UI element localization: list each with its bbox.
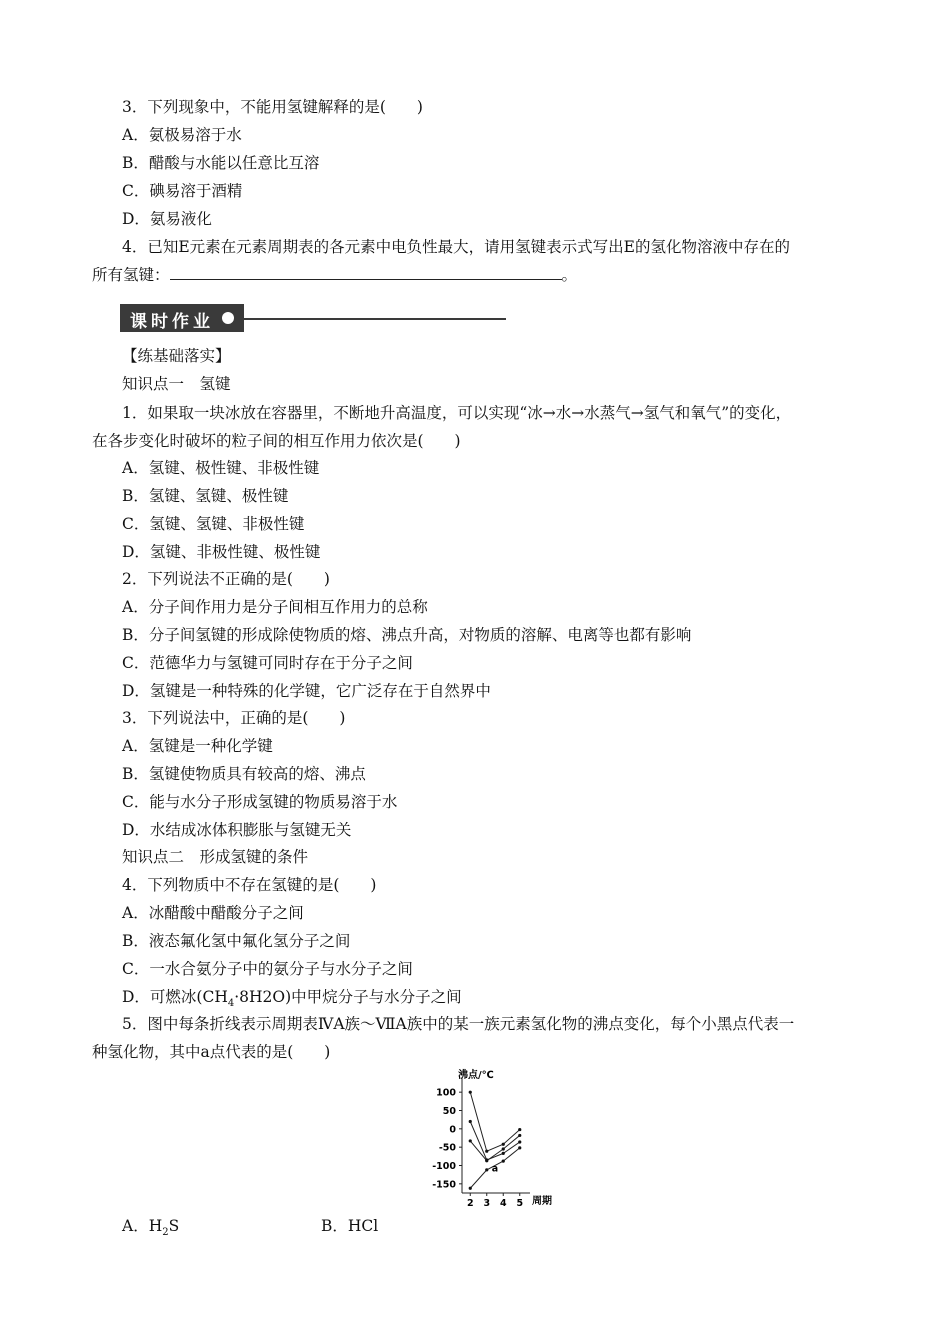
question-3-option-b: B．醋酸与水能以任意比互溶 bbox=[122, 154, 320, 172]
data-point bbox=[469, 1120, 472, 1123]
data-point bbox=[502, 1152, 505, 1155]
y-tick-label: -100 bbox=[432, 1161, 456, 1172]
section-heading: 【练基础落实】 bbox=[122, 347, 231, 365]
x-tick-label: 3 bbox=[483, 1198, 491, 1209]
chart-series bbox=[469, 1091, 522, 1190]
problem-3-option-b: B．氢键使物质具有较高的熔、沸点 bbox=[122, 765, 366, 783]
data-point bbox=[485, 1168, 488, 1171]
problem-3-option-c: C．能与水分子形成氢键的物质易溶于水 bbox=[122, 793, 398, 811]
answer-prefix: 所有氢键： bbox=[92, 266, 170, 284]
problem-3-stem: 3．下列说法中，正确的是( ) bbox=[122, 709, 346, 727]
x-tick-label: 5 bbox=[516, 1198, 524, 1209]
knowledge-point-2: 知识点二 形成氢键的条件 bbox=[122, 848, 309, 866]
data-point bbox=[502, 1143, 505, 1146]
y-axis-label: 沸点/℃ bbox=[458, 1070, 494, 1081]
x-axis-label: 周期 bbox=[532, 1196, 552, 1207]
question-4-answer-line bbox=[92, 265, 577, 285]
problem-4-option-b: B．液态氟化氢中氟化氢分子之间 bbox=[122, 932, 351, 950]
chart-axes bbox=[432, 1077, 530, 1209]
point-a-label: a bbox=[491, 1163, 499, 1175]
problem-2-option-c: C．范德华力与氢键可同时存在于分子之间 bbox=[122, 654, 413, 672]
problem-1-option-b: B．氢键、氢键、极性键 bbox=[122, 487, 289, 505]
option-d-text-start: D．可燃冰(CH bbox=[122, 988, 228, 1006]
question-3: 3．下列现象中，不能用氢键解释的是( ) bbox=[122, 98, 423, 116]
problem-3-option-d: D．水结成冰体积膨胀与氢键无关 bbox=[122, 821, 352, 839]
data-point bbox=[485, 1159, 488, 1162]
question-3-option-a: A．氨极易溶于水 bbox=[122, 126, 242, 144]
data-point bbox=[518, 1128, 521, 1131]
boiling-point-chart bbox=[420, 1065, 570, 1210]
data-point bbox=[469, 1187, 472, 1190]
option-d-subscript: 4 bbox=[227, 998, 235, 1010]
problem-5-stem-line1: 5．图中每条折线表示周期表ⅣA族～ⅦA族中的某一族元素氢化物的沸点变化，每个小黑点代表一 bbox=[122, 1015, 795, 1033]
option-d-text-end: ·8H2O)中甲烷分子与水分子之间 bbox=[234, 988, 462, 1006]
data-point bbox=[502, 1160, 505, 1163]
problem-1-stem-line1: 1．如果取一块冰放在容器里，不断地升高温度，可以实现“冰→水→水蒸气→氢气和氧气”的变化， bbox=[122, 404, 792, 422]
problem-5-stem-line2: 种氢化物，其中a点代表的是( ) bbox=[92, 1043, 331, 1061]
problem-2-option-a: A．分子间作用力是分子间相互作用力的总称 bbox=[122, 598, 428, 616]
problem-1-option-c: C．氢键、氢键、非极性键 bbox=[122, 515, 305, 533]
option-a-subscript: 2 bbox=[162, 1227, 169, 1239]
problem-2-option-d: D．氢键是一种特殊的化学键，它广泛存在于自然界中 bbox=[122, 682, 491, 700]
y-tick-label: 100 bbox=[436, 1087, 456, 1099]
question-4-stem: 4．已知E元素在元素周期表的各元素中电负性最大，请用氢键表示式写出E的氢化物溶液中存在的 bbox=[122, 238, 790, 256]
data-point bbox=[518, 1146, 521, 1149]
y-tick-label: 0 bbox=[449, 1124, 456, 1136]
problem-4-option-a: A．冰醋酸中醋酸分子之间 bbox=[122, 904, 304, 922]
data-point bbox=[518, 1140, 521, 1143]
x-tick-label: 2 bbox=[466, 1198, 474, 1209]
problem-4-option-c: C．一水合氨分子中的氨分子与水分子之间 bbox=[122, 960, 413, 978]
problem-5-option-b: B．HCl bbox=[321, 1217, 379, 1235]
data-point bbox=[502, 1147, 505, 1150]
data-point bbox=[469, 1091, 472, 1094]
y-tick-label: -150 bbox=[432, 1179, 456, 1191]
banner-rule bbox=[244, 318, 506, 320]
bullet-icon bbox=[222, 312, 234, 324]
series-line-1 bbox=[470, 1092, 520, 1151]
option-a-text-end: S bbox=[168, 1217, 180, 1235]
y-tick-label: 50 bbox=[442, 1106, 456, 1117]
answer-blank[interactable] bbox=[170, 265, 562, 280]
option-a-text-start: A．H bbox=[122, 1217, 163, 1235]
answer-suffix: 。 bbox=[561, 266, 578, 284]
x-tick-label: 4 bbox=[499, 1198, 507, 1209]
data-point bbox=[518, 1134, 521, 1137]
problem-1-option-d: D．氢键、非极性键、极性键 bbox=[122, 543, 321, 561]
problem-2-option-b: B．分子间氢键的形成除使物质的熔、沸点升高，对物质的溶解、电离等也都有影响 bbox=[122, 626, 692, 644]
banner-title: 课时作业 bbox=[130, 312, 214, 332]
problem-3-option-a: A．氢键是一种化学键 bbox=[122, 737, 273, 755]
question-3-option-c: C．碘易溶于酒精 bbox=[122, 182, 243, 200]
problem-1-option-a: A．氢键、极性键、非极性键 bbox=[122, 459, 320, 477]
data-point bbox=[469, 1139, 472, 1142]
problem-4-stem: 4．下列物质中不存在氢键的是( ) bbox=[122, 876, 377, 894]
question-3-option-d: D．氨易液化 bbox=[122, 210, 212, 228]
homework-banner bbox=[120, 304, 510, 332]
problem-5-option-a bbox=[122, 1216, 179, 1243]
problem-1-stem-line2: 在各步变化时破坏的粒子间的相互作用力依次是( ) bbox=[92, 432, 461, 450]
data-point bbox=[485, 1150, 488, 1153]
knowledge-point-1: 知识点一 氢键 bbox=[122, 375, 231, 393]
problem-2-stem: 2．下列说法不正确的是( ) bbox=[122, 570, 330, 588]
problem-4-option-d bbox=[122, 987, 462, 1014]
y-tick-label: -50 bbox=[438, 1142, 456, 1154]
